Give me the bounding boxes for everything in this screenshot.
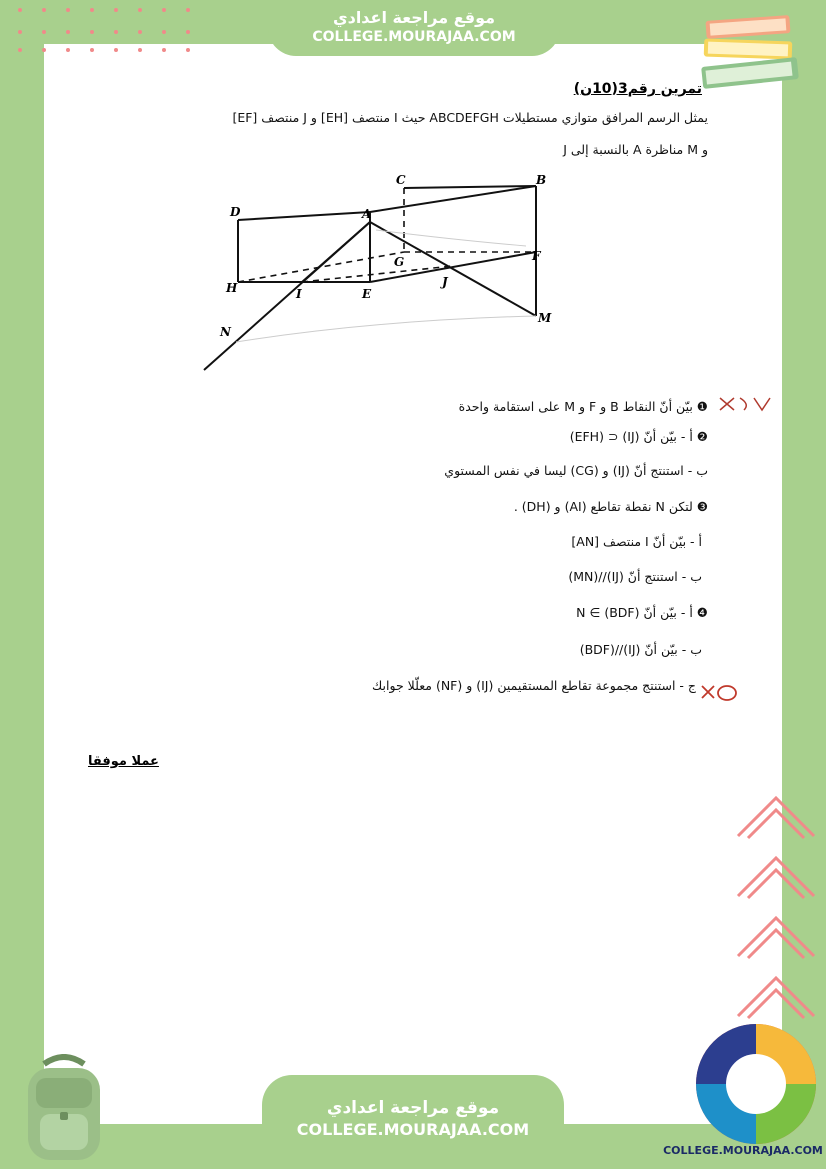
label-e: E [362, 287, 372, 301]
question-4a: ❹ أ - بيّن أنّ N ∈ (BDF) [576, 605, 708, 620]
label-n: N [220, 325, 231, 339]
question-4b: ب - بيّن أنّ (IJ)//(BDF) [579, 642, 702, 657]
site-url[interactable]: COLLEGE.MOURAJAA.COM [312, 29, 516, 45]
site-header-banner[interactable] [268, 0, 560, 56]
label-j: J [442, 275, 448, 289]
books-icon [700, 14, 804, 92]
closing-note: عملا موفقا [88, 754, 159, 769]
label-a: A [362, 207, 372, 221]
site-name-arabic: موقع مراجعة اعدادي [332, 8, 496, 27]
question-4c: ج - استنتج مجموعة تقاطع المستقيمين (IJ) و (NF) معلّلا جوابك [372, 678, 696, 693]
site-footer-banner[interactable] [262, 1075, 564, 1169]
label-c: C [396, 173, 406, 187]
label-i: I [296, 287, 302, 301]
chevron-decoration-icon [734, 790, 820, 1030]
label-h: H [226, 281, 238, 295]
red-cross-zero-icon [700, 680, 740, 704]
college-mourajaa-logo [694, 1022, 818, 1146]
question-3: ❸ لتكن N نقطة تقاطع (AI) و (DH) . [513, 499, 708, 514]
exercise-title: تمرين رقم3(10ن) [573, 81, 702, 97]
handwritten-mark-icon [716, 394, 776, 414]
label-m: M [538, 311, 552, 325]
label-b: B [536, 173, 547, 187]
parallelepiped-figure [196, 170, 576, 380]
label-g: G [394, 255, 405, 269]
site-name-arabic-footer: موقع مراجعة اعدادي [326, 1098, 500, 1118]
question-3b: ب - استنتج أنّ (IJ)//(MN) [568, 569, 702, 584]
label-d: D [230, 205, 241, 219]
question-2b: ب - استنتج أنّ (IJ) و (CG) ليسا في نفس المستوي [444, 463, 708, 478]
logo-caption: COLLEGE.MOURAJAA.COM [663, 1144, 823, 1157]
backpack-icon [14, 1054, 114, 1164]
label-f: F [532, 249, 541, 263]
exercise-intro-line-2: و M مناظرة A بالنسبة إلى J [563, 142, 708, 157]
question-2a: ❷ أ - بيّن أنّ (IJ) ⊂ (EFH) [569, 429, 708, 444]
site-url-footer[interactable]: COLLEGE.MOURAJAA.COM [296, 1120, 530, 1139]
question-3a: أ - بيّن أنّ I منتصف [AN] [571, 534, 702, 549]
exercise-intro-line-1: يمثل الرسم المرافق متوازي مستطيلات ABCDEFGH حيث I منتصف [EH] و J منتصف [EF] [232, 110, 708, 125]
question-1: ❶ بيّن أنّ النقاط B و F و M على استقامة واحدة [458, 399, 708, 414]
